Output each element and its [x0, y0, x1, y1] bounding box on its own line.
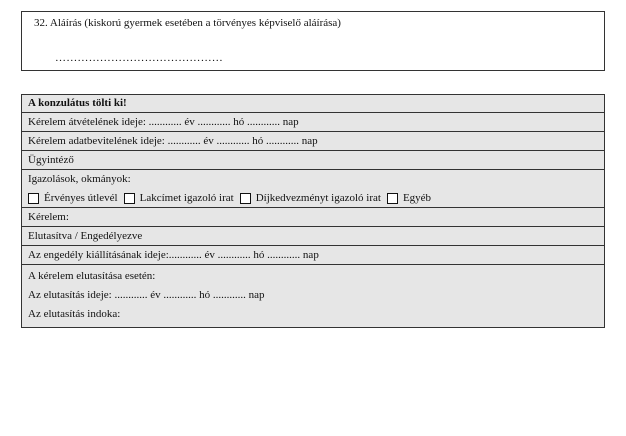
received-date-row: Kérelem átvételének ideje: ............ év ............ hó ............ nap: [22, 113, 604, 132]
officer-row: Ügyintéző: [22, 151, 604, 170]
rejection-date: Az elutasítás ideje: ............ év ............ hó ............ nap: [28, 289, 265, 301]
rejection-reason: Az elutasítás indoka:: [28, 308, 121, 320]
passport-checkbox[interactable]: [28, 193, 39, 204]
passport-label: Érvényes útlevél: [44, 192, 118, 204]
consulate-header: A konzulátus tölti ki!: [22, 95, 604, 113]
documents-label: Igazolások, okmányok:: [28, 173, 131, 185]
documents-checklist: [28, 189, 598, 207]
permit-date-row: Az engedély kiállításának ideje:............ év ............ hó ............ nap: [22, 246, 604, 265]
rejection-row: [22, 265, 604, 327]
rejection-label: A kérelem elutasítása esetén:: [28, 270, 156, 282]
address-proof-checkbox[interactable]: [124, 193, 135, 204]
consulate-section: [21, 94, 605, 328]
fee-discount-checkbox[interactable]: [240, 193, 251, 204]
entry-date-row: Kérelem adatbevitelének ideje: ............ év ............ hó ............ nap: [22, 132, 604, 151]
address-proof-label: Lakcímet igazoló irat: [139, 192, 234, 204]
signature-title: 32. Aláírás (kiskorú gyermek esetében a törvényes képviselő aláírása): [34, 17, 341, 29]
decision-row: Elutasítva / Engedélyezve: [22, 227, 604, 246]
fee-discount-label: Díjkedvezményt igazoló irat: [255, 192, 381, 204]
application-row: Kérelem:: [22, 208, 604, 227]
other-label: Egyéb: [402, 192, 432, 204]
signature-line[interactable]: ………………………………………: [55, 52, 223, 64]
other-checkbox[interactable]: [387, 193, 398, 204]
signature-section: [21, 11, 605, 71]
documents-row: [22, 170, 604, 208]
